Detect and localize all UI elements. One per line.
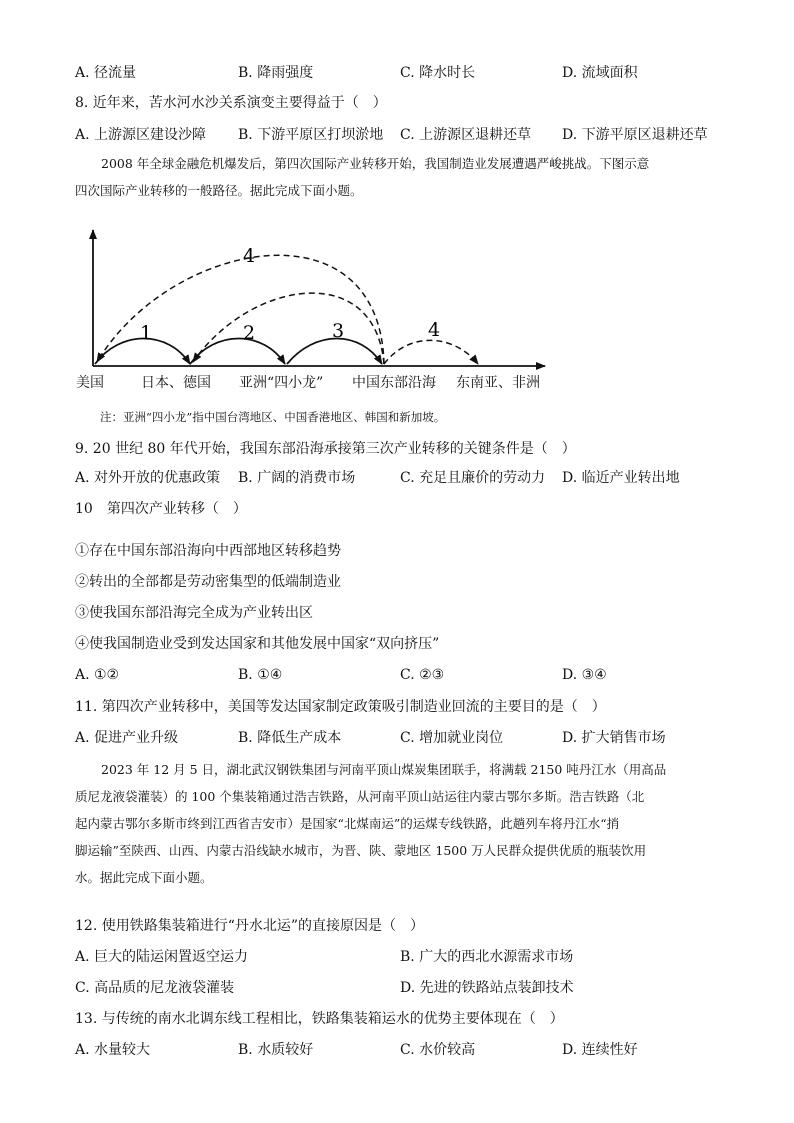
q13-option-c: C. 水价较高: [400, 1042, 476, 1058]
q8-stem: 8. 近年来，苦水河水沙关系演变主要得益于（ ）: [75, 95, 387, 111]
material-2-line-1: 2023 年 12 月 5 日，湖北武汉钢铁集团与河南平顶山煤炭集团联手，将满载 2150 吨丹江水（用高品: [101, 762, 667, 777]
q13-option-b: B. 水质较好: [238, 1042, 314, 1058]
place-label-usa: 美国: [76, 375, 104, 391]
q9-option-c: C. 充足且廉价的劳动力: [400, 470, 546, 486]
q8-option-a: A. 上游源区建设沙障: [75, 127, 207, 143]
q9-option-d: D. 临近产业转出地: [562, 470, 680, 486]
q10-item-2: ②转出的全部都是劳动密集型的低端制造业: [75, 574, 341, 590]
arrow-label-1: 1: [140, 322, 153, 344]
q11-option-d: D. 扩大销售市场: [562, 730, 666, 746]
q10-stem: 10 第四次产业转移（ ）: [75, 501, 247, 517]
material-2-line-5: 水。据此完成下面小题。: [75, 870, 213, 885]
q11-stem: 11. 第四次产业转移中，美国等发达国家制定政策吸引制造业回流的主要目的是（ ）: [75, 699, 606, 715]
material-2-line-2: 质尼龙液袋灌装）的 100 个集装箱通过浩吉铁路，从河南平顶山站运往内蒙古鄂尔多斯。浩吉铁路（北: [75, 789, 645, 804]
material-1: [75, 150, 715, 204]
q12-option-c: C. 高品质的尼龙液袋灌装: [75, 980, 235, 996]
q10-item-4: ④使我国制造业受到发达国家和其他发展中国家“双向挤压”: [75, 636, 440, 652]
q10-item-3: ③使我国东部沿海完全成为产业转出区: [75, 605, 313, 621]
material-1-line-1: 2008 年全球金融危机爆发后，第四次国际产业转移开始，我国制造业发展遭遇严峻挑战。下图示意: [101, 156, 650, 171]
q10-item-1: ①存在中国东部沿海向中西部地区转移趋势: [75, 543, 341, 559]
transfer-arc-3: [287, 339, 382, 365]
place-label-japan-germany: 日本、德国: [141, 375, 211, 391]
place-label-china-east-coast: 中国东部沿海: [352, 375, 436, 391]
place-label-four-dragons: 亚洲“四小龙”: [239, 375, 324, 391]
q7-option-c: C. 降水时长: [400, 65, 476, 81]
q10-option-d: D. ③④: [562, 667, 607, 683]
material-2: [75, 756, 715, 891]
q13-option-d: D. 连续性好: [562, 1042, 638, 1058]
q10-option-b: B. ①④: [238, 667, 283, 683]
arrow-label-4-top: 4: [243, 245, 256, 267]
q9-option-b: B. 广阔的消费市场: [238, 470, 356, 486]
material-2-line-3: 起内蒙古鄂尔多斯市终到江西省吉安市）是国家“北煤南运”的运煤专线铁路，此趟列车将丹江水“捎: [75, 816, 620, 831]
industry-transfer-diagram: [0, 215, 794, 375]
transfer-arc-4-to-usa: [97, 255, 384, 364]
material-1-line-2: 四次国际产业转移的一般路径。据此完成下面小题。: [75, 183, 363, 198]
arrow-label-2: 2: [243, 322, 256, 344]
q7-option-a: A. 径流量: [75, 65, 137, 81]
transfer-arc-4-to-southeast: [384, 340, 478, 364]
q8-option-d: D. 下游平原区退耕还草: [562, 127, 708, 143]
q10-option-a: A. ①②: [75, 667, 120, 683]
arrow-label-3: 3: [332, 320, 345, 342]
transfer-arc-4-to-asia: [193, 293, 384, 364]
q8-option-b: B. 下游平原区打坝淤地: [238, 127, 384, 143]
transfer-arc-2: [190, 339, 285, 365]
q10-option-c: C. ②③: [400, 667, 445, 683]
diagram-note: 注：亚洲“四小龙”指中国台湾地区、中国香港地区、韩国和新加坡。: [100, 410, 446, 424]
q13-option-a: A. 水量较大: [75, 1042, 151, 1058]
q12-option-b: B. 广大的西北水源需求市场: [400, 949, 574, 965]
q12-option-a: A. 巨大的陆运闲置返空运力: [75, 949, 249, 965]
q8-option-c: C. 上游源区退耕还草: [400, 127, 532, 143]
q12-stem: 12. 使用铁路集装箱进行“丹水北运”的直接原因是（ ）: [75, 918, 425, 934]
q9-stem: 9. 20 世纪 80 年代开始，我国东部沿海承接第三次产业转移的关键条件是（ ）: [75, 441, 576, 457]
q11-option-a: A. 促进产业升级: [75, 730, 179, 746]
q12-option-d: D. 先进的铁路站点装卸技术: [400, 980, 574, 996]
material-2-line-4: 脚运输”至陕西、山西、内蒙古沿线缺水城市，为晋、陕、蒙地区 1500 万人民群众提供优质的瓶装饮用: [75, 843, 647, 858]
q11-option-c: C. 增加就业岗位: [400, 730, 504, 746]
place-label-southeast-asia-africa: 东南亚、非洲: [456, 375, 540, 391]
q13-stem: 13. 与传统的南水北调东线工程相比，铁路集装箱运水的优势主要体现在（ ）: [75, 1011, 564, 1027]
q11-option-b: B. 降低生产成本: [238, 730, 342, 746]
q7-option-b: B. 降雨强度: [238, 65, 314, 81]
arrow-label-4-right: 4: [428, 319, 441, 341]
q9-option-a: A. 对外开放的优惠政策: [75, 470, 221, 486]
q7-option-d: D. 流域面积: [562, 65, 638, 81]
